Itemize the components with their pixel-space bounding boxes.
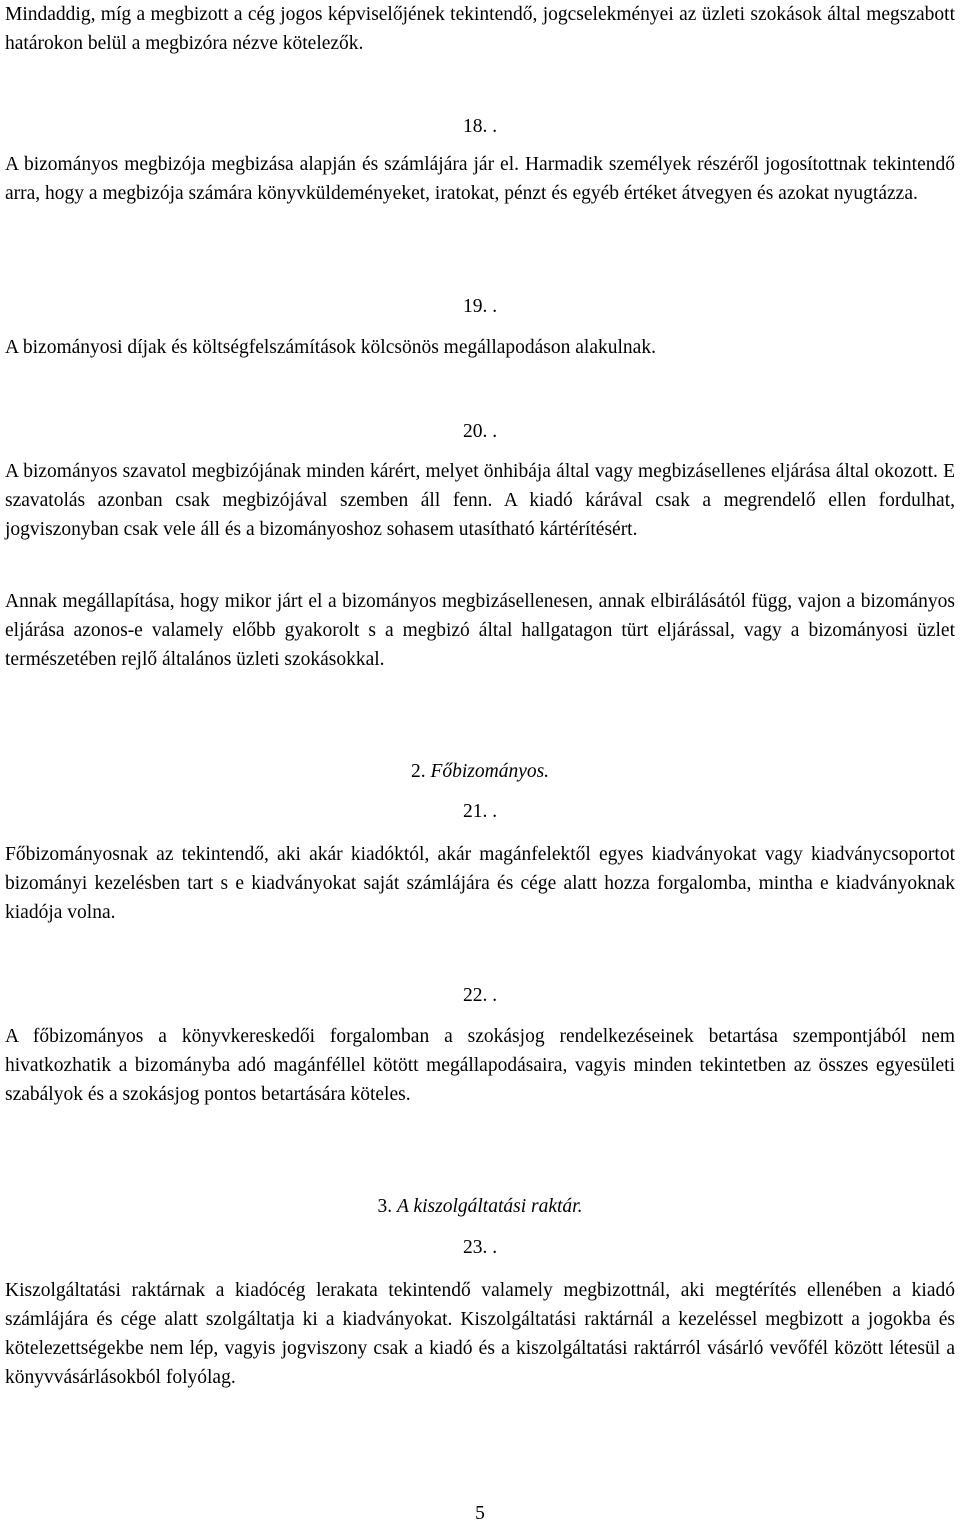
paragraph-intro: Mindaddig, míg a megbizott a cég jogos képviselőjének tekintendő, jogcselekményei az üzleti szokások által megszabott határokon belül a megbizóra nézve kötelezők. [5,4,955,54]
chapter-name: A kiszolgáltatási raktár. [397,1196,583,1217]
paragraph-22: A főbizományos a könyvkereskedői forgalomban a szokásjog rendelkezéseinek betartása szempontjából nem hivatkozhatik a bizományba adó magánféllel kötött megállapodásaira, vagyis minden tekintetben az összes egyesületi szabályok és a szokásjog pontos betartására köteles. [5,1026,955,1105]
chapter-name: Főbizományos. [430,761,550,782]
section-number-21: 21. . [462,801,498,822]
section-number-23: 23. . [462,1237,498,1258]
section-number-19: 19. . [462,296,498,317]
paragraph-20-continued: Annak megállapítása, hogy mikor járt el a bizományos megbizásellenesen, annak elbirálásától függ, vajon a bizományos eljárása azonos-e valamely előbb gyakorolt s a megbizó által hallgatagon türt eljárással, vagy a bizományosi üzlet természetében rejlő általános üzleti szokásokkal. [5,591,955,670]
chapter-title-2 [5,757,955,786]
paragraph-19: A bizományosi díjak és költségfelszámítások kölcsönös megállapodáson alakulnak. [5,337,656,358]
page-number: 5 [475,1503,485,1524]
section-number-18: 18. . [462,116,498,137]
paragraph-21: Főbizományosnak az tekintendő, aki akár kiadóktól, akár magánfelektől egyes kiadványokat vagy kiadványcsoportot bizományi kezelésben tart s e kiadványokat saját számlájára és cége alatt hozza forgalomba, mintha e kiadványoknak kiadója volna. [5,844,955,923]
chapter-number: 3. [377,1196,393,1217]
paragraph-23: Kiszolgáltatási raktárnak a kiadócég lerakata tekintendő valamely megbizottnál, aki megtérítés ellenében a kiadó számlájára és cége alatt szolgáltatja ki a kiadványokat. Kiszolgáltatási raktárnál a kezeléssel megbizott a jogokba és kötelezettségekbe nem lép, vagyis jogviszony csak a kiadó és a kiszolgáltatási raktárról vásárló vevőfél között létesül a könyvvásárlásokból folyólag. [5,1280,955,1388]
paragraph-18: A bizományos megbizója megbizása alapján és számlájára jár el. Harmadik személyek részéről jogosítottnak tekintendő arra, hogy a megbizója számára könyvküldeményeket, iratokat, pénzt és egyéb értéket átvegyen és azokat nyugtázza. [5,154,955,204]
section-number-20: 20. . [462,421,498,442]
chapter-number: 2. [410,761,426,782]
section-number-22: 22. . [462,985,498,1006]
chapter-title-3 [5,1192,955,1221]
paragraph-20: A bizományos szavatol megbizójának minden kárért, melyet önhibája által vagy megbizásellenes eljárása által okozott. E szavatolás azonban csak megbizójával szemben áll fenn. A kiadó kárával csak a megrendelő ellen fordulhat, jogviszonyban csak vele áll és a bizományoshoz sohasem utasítható kártérítésért. [5,461,955,540]
